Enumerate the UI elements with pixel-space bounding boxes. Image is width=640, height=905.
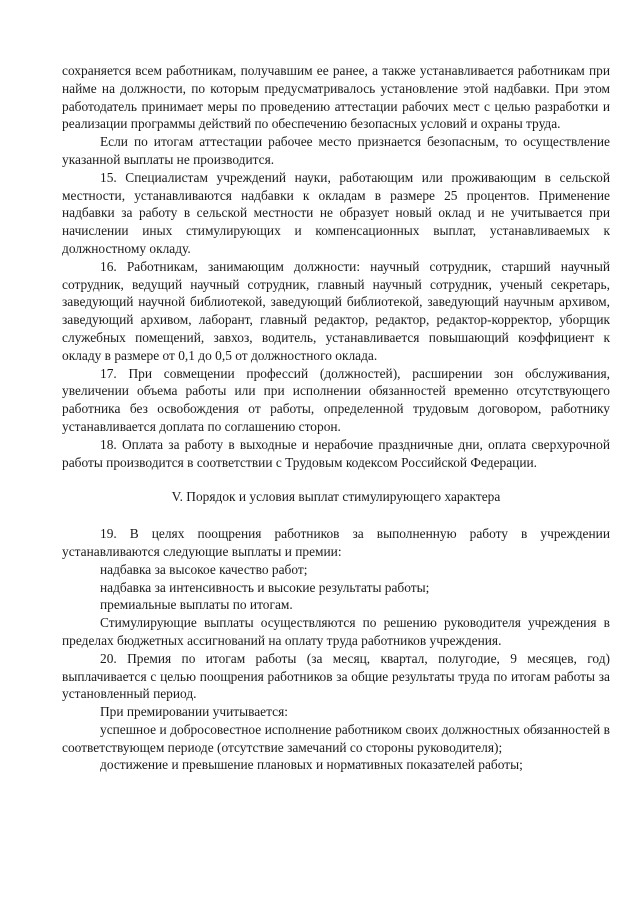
paragraph-item-19: 19. В целях поощрения работников за выполненную работу в учреждении устанавливаются следующие выплаты и премии: (62, 526, 610, 559)
paragraph-incentive-decision: Стимулирующие выплаты осуществляются по решению руководителя учреждения в пределах бюджетных ассигнований на оплату труда работников учреждения. (62, 615, 610, 648)
list-item-intensity-allowance: надбавка за интенсивность и высокие результаты работы; (100, 579, 430, 595)
list-item-targets-achievement: достижение и превышение плановых и нормативных показателей работы; (100, 757, 523, 773)
paragraph-attestation-safe: Если по итогам аттестации рабочее место признается безопасным, то осуществление указанной выплаты не производится. (62, 134, 610, 167)
paragraph-bonus-criteria: При премировании учитывается: (100, 704, 288, 720)
list-item-duties-performance: успешное и добросовестное исполнение работником своих должностных обязанностей в соответствующем периоде (отсутствие замечаний со стороны руководителя); (62, 721, 610, 755)
section-heading: V. Порядок и условия выплат стимулирующего характера (171, 489, 501, 505)
list-item-bonus-payments: премиальные выплаты по итогам. (100, 597, 293, 613)
paragraph-item-18: 18. Оплата за работу в выходные и нерабочие праздничные дни, оплата сверхурочной работы производится в соответствии с Трудовым кодексом Российской Федерации. (62, 436, 610, 470)
paragraph-continued-allowance: сохраняется всем работникам, получавшим ее ранее, а также устанавливается работникам при найме на должности, по которым предусматривалось установление этой надбавки. При этом работодатель принимает меры по проведению аттестации рабочих мест с целью разработки и реализации программы действий по обеспечению безопасных условий и охраны труда. (62, 63, 610, 132)
paragraph-item-16: 16. Работникам, занимающим должности: научный сотрудник, старший научный сотрудник, ведущий научный сотрудник, главный научный сотрудник, ученый секретарь, заведующий научной библиотекой, заведующий библиотекой, заведующий научным архивом, заведующий архивом, лаборант, главный редактор, редактор, редактор-корректор, уборщик служебных помещений, завхоз, водитель, устанавливается повышающий коэффициент к окладу в размере от 0,1 до 0,5 от должностного оклада. (62, 258, 610, 363)
paragraph-item-17: 17. При совмещении профессий (должностей), расширении зон обслуживания, увеличении объема работы или при исполнении обязанностей временно отсутствующего работника без освобождения от работы, определенной трудовым договором, работнику устанавливается доплата по соглашению сторон. (62, 365, 610, 434)
paragraph-item-15: 15. Специалистам учреждений науки, работающим или проживающим в сельской местности, устанавливаются надбавки к окладам в размере 25 процентов. Применение надбавки за работу в сельской местности не образует новый оклад и не учитывается при начислении иных стимулирующих и компенсационных выплат, устанавливаемых к должностному окладу. (62, 169, 610, 256)
list-item-quality-allowance: надбавка за высокое качество работ; (100, 561, 308, 577)
paragraph-item-20: 20. Премия по итогам работы (за месяц, квартал, полугодие, 9 месяцев, год) выплачивается с целью поощрения работников за общие результаты труда по итогам работы за установленный период. (62, 650, 610, 702)
document-body (62, 62, 610, 774)
